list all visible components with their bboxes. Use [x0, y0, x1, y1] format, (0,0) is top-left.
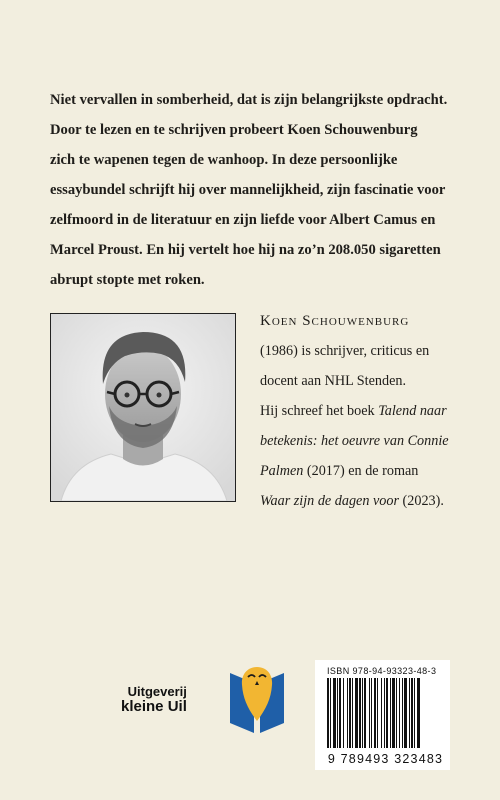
bio-line: betekenis: het oeuvre van Connie — [260, 433, 449, 449]
blurb-line: Marcel Proust. En hij vertelt hoe hij na zo’n 208.050 sigaretten — [50, 242, 441, 258]
isbn-label: ISBN 978-94-93323-48-3 — [327, 666, 437, 676]
back-cover-blurb — [50, 85, 470, 295]
blurb-line: zelfmoord in de literatuur en zijn liefde voor Albert Camus en — [50, 212, 436, 228]
bio-line: Hij schreef het boek Talend naar — [260, 403, 447, 419]
blurb-line: zich te wapenen tegen de wanhoop. In deze persoonlijke — [50, 152, 398, 168]
bio-line: (1986) is schrijver, criticus en — [260, 343, 430, 359]
author-bio — [260, 306, 480, 516]
ean-number: 9 789493 323483 — [327, 752, 444, 766]
blurb-line: Door te lezen en te schrijven probeert Koen Schouwenburg — [50, 122, 418, 138]
blurb-line: essaybundel schrijft hij over mannelijkheid, zijn fascinatie voor — [50, 182, 446, 198]
publisher-name: Uitgeverij kleine Uil — [121, 684, 187, 715]
bio-line: Waar zijn de dagen voor (2023). — [260, 493, 444, 509]
bio-line: Palmen (2017) en de roman — [260, 463, 419, 479]
publisher-owl-book-icon — [228, 663, 286, 735]
blurb-line: Niet vervallen in somberheid, dat is zijn belangrijkste opdracht. — [50, 92, 448, 108]
author-photo — [50, 313, 236, 502]
barcode — [325, 678, 445, 750]
author-name: Koen Schouwenburg — [260, 313, 410, 329]
blurb-line: abrupt stopte met roken. — [50, 272, 205, 288]
bio-line: docent aan NHL Stenden. — [260, 373, 407, 389]
